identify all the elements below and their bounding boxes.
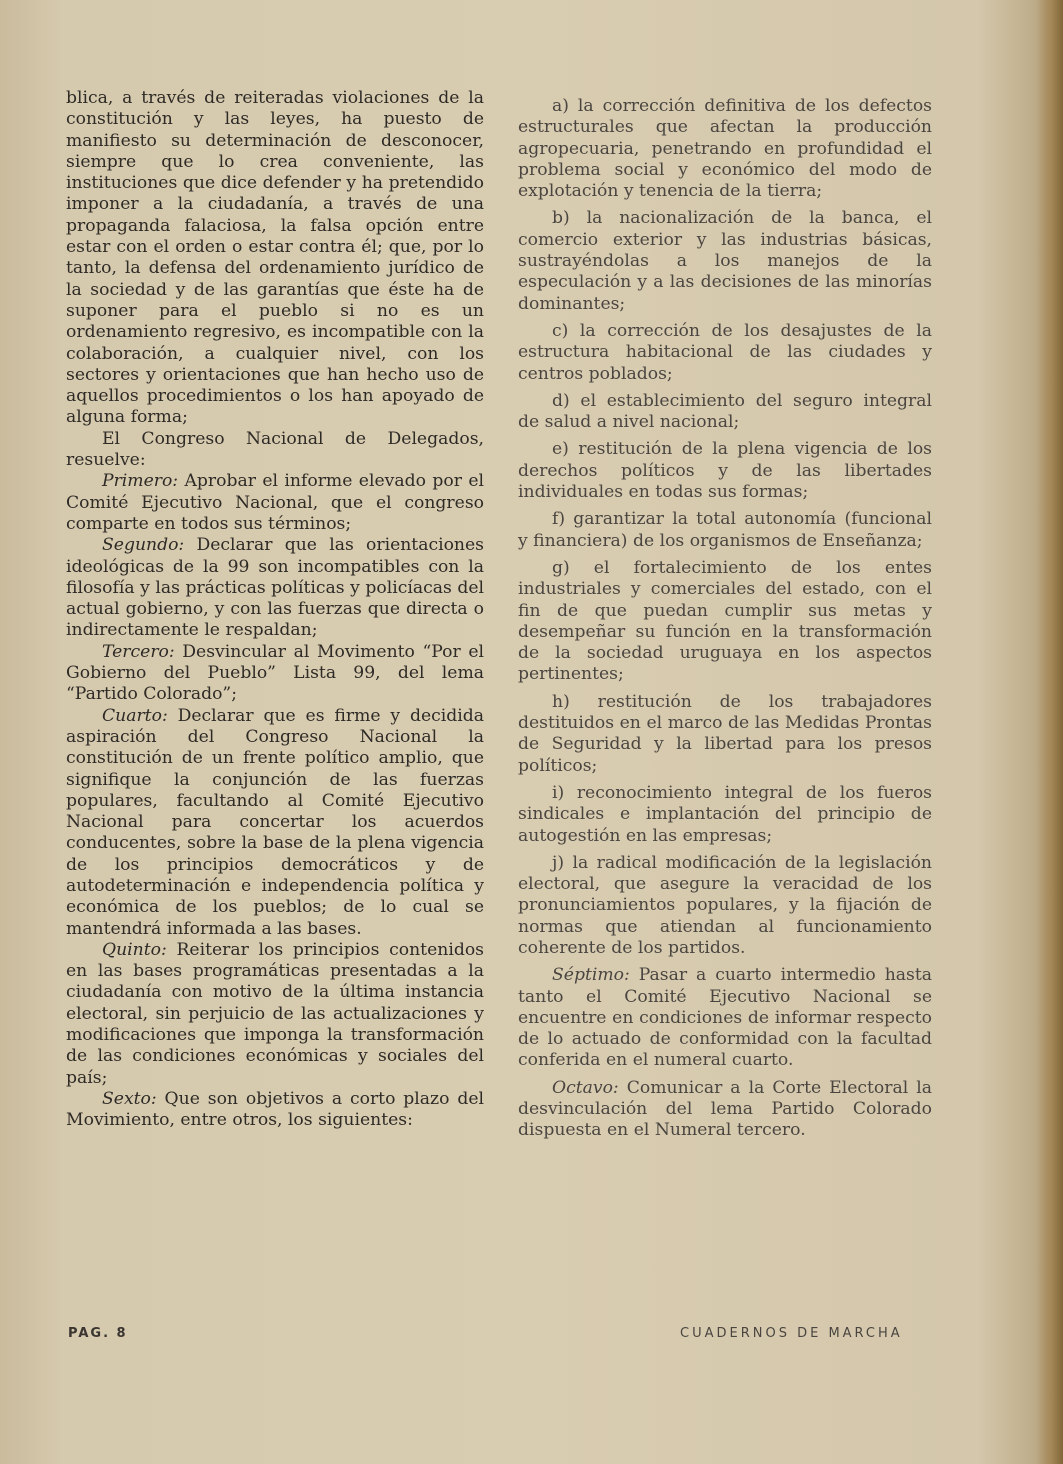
resolution-label: Segundo: [102,535,185,556]
resolves-paragraph: El Congreso Nacional de Delegados, resuelve: [66,428,484,471]
resolution-text: Reiterar los principios contenidos en las bases programáticas presentadas a la ciudadanía con motivo de la última instancia electoral, sin perjuicio de las actualizaciones y modificaciones que imponga la transformación de las condiciones económicas y sociales del país; [66,939,484,1088]
page-number: PAG. 8 [68,1326,128,1341]
resolution-label: Tercero: [102,641,175,662]
list-item-j: j) la radical modificación de la legislación electoral, que asegure la veracidad de los pronunciamientos populares, y la fijación de normas que atiendan al funcionamiento coherente de los partidos. [518,852,932,958]
resolution-sexto [66,1089,484,1132]
page-edge-shadow [1037,0,1063,1464]
resolution-text: Pasar a cuarto intermedio hasta tanto el Comité Ejecutivo Nacional se encuentre en condiciones de informar respecto de lo actuado de conformidad con la facultad conferida en el numeral cuarto. [518,965,932,1071]
resolution-primero [66,471,484,535]
resolution-septimo [518,965,932,1071]
publication-title: CUADERNOS DE MARCHA [680,1326,903,1341]
resolution-quinto [66,940,484,1089]
left-column [66,88,484,1132]
list-item-g: g) el fortalecimiento de los entes industriales y comerciales del estado, con el fin de que puedan cumplir sus metas y desempeñar su función en la transformación de la sociedad uruguaya en los aspectos pertinentes; [518,557,932,685]
resolution-octavo [518,1078,932,1142]
resolution-label: Séptimo: [552,965,630,986]
right-column [518,96,932,1148]
resolution-text: Aprobar el informe elevado por el Comité Ejecutivo Nacional, que el congreso comparte en todos sus términos; [66,471,484,534]
list-item-d: d) el establecimiento del seguro integral de salud a nivel nacional; [518,390,932,433]
resolution-text: Declarar que es firme y decidida aspiración del Congreso Nacional la constitución de un frente político amplio, que signifique la conjunción de las fuerzas populares, facultando al Comité Ejecutivo Nacional para concertar los acuerdos conducentes, sobre la base de la plena vigencia de los principios democráticos y de autodeterminación e independencia política y económica de los pueblos; de lo cual se mantendrá informada a las bases. [66,705,484,939]
list-item-i: i) reconocimiento integral de los fueros sindicales e implantación del principio de autogestión en las empresas; [518,782,932,846]
resolution-text: Comunicar a la Corte Electoral la desvinculación del lema Partido Colorado dispuesta en el Numeral tercero. [518,1077,932,1141]
resolution-segundo [66,535,484,641]
resolution-label: Sexto: [102,1088,157,1109]
opening-paragraph: blica, a través de reiteradas violaciones de la constitución y las leyes, ha puesto de manifiesto su determinación de desconocer, siempre que lo crea conveniente, las instituciones que dice defender y ha pretendido imponer a la ciudadanía, a través de una propaganda falaciosa, la falsa opción entre estar con el orden o estar contra él; que, por lo tanto, la defensa del ordenamiento jurídico de la sociedad y de las garantías que éste ha de suponer para el pueblo si no es un ordenamiento regresivo, es incompatible con la colaboración, a cualquier nivel, con los sectores y orientaciones que han hecho uso de aquellos procedimientos o los han apoyado de alguna forma; [66,88,484,428]
list-item-b: b) la nacionalización de la banca, el comercio exterior y las industrias básicas, sustrayéndolas a los manejos de la especulación y a las decisiones de las minorías dominantes; [518,208,932,314]
list-item-f: f) garantizar la total autonomía (funcional y financiera) de los organismos de Enseñanza; [518,509,932,551]
resolution-text: Declarar que las orientaciones ideológicas de la 99 son incompatibles con la filosofía y las prácticas políticas y policíacas del actual gobierno, y con las fuerzas que directa o indirectamente le respaldan; [66,535,484,641]
resolution-text: Desvincular al Movimento “Por el Gobierno del Pueblo” Lista 99, del lema “Partido Colorado”; [66,641,484,705]
list-item-c: c) la corrección de los desajustes de la estructura habitacional de las ciudades y centros poblados; [518,320,932,384]
resolution-cuarto [66,706,484,940]
resolution-text: Que son objetivos a corto plazo del Movimiento, entre otros, los siguientes: [66,1088,484,1131]
list-item-h: h) restitución de los trabajadores destituidos en el marco de las Medidas Prontas de Seguridad y la libertad para los presos políticos; [518,691,932,776]
list-item-a: a) la corrección definitiva de los defectos estructurales que afectan la producción agropecuaria, penetrando en profundidad el problema social y económico del modo de explotación y tenencia de la tierra; [518,96,932,202]
resolution-label: Cuarto: [102,705,168,726]
resolution-label: Primero: [102,471,179,492]
resolution-label: Octavo: [552,1077,619,1098]
list-item-e: e) restitución de la plena vigencia de los derechos políticos y de las libertades individuales en todas sus formas; [518,439,932,503]
resolution-tercero [66,642,484,706]
resolution-label: Quinto: [102,939,167,960]
